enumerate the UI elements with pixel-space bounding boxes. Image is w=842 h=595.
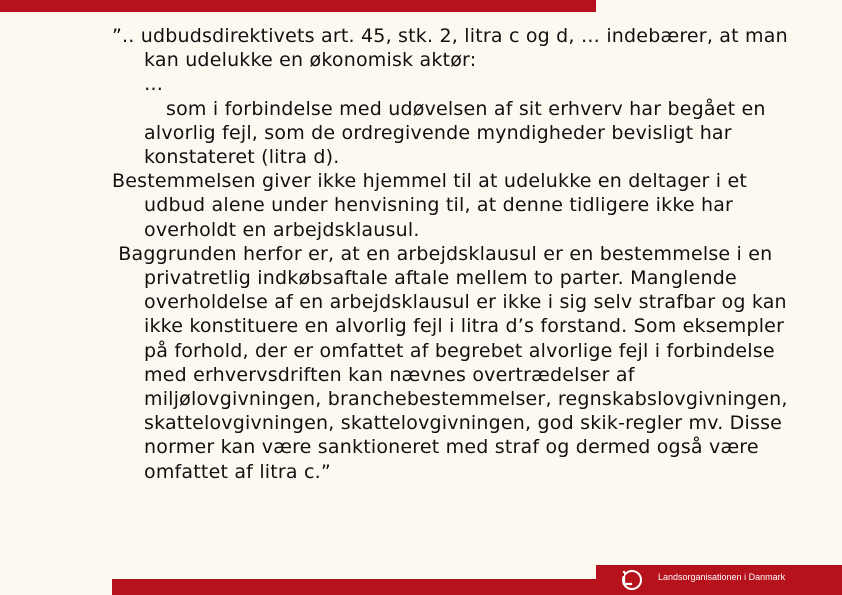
quote-text-block — [112, 24, 802, 484]
footer-brand-box — [596, 565, 842, 595]
lo-logo-icon — [618, 569, 646, 591]
bottom-accent-bar — [112, 579, 596, 595]
quote-litra-d: som i forbindelse med udøvelsen af sit erhverv har begået en alvorlig fejl, som de ordregivende myndigheder bevisligt har konstateret (litra d). — [144, 97, 766, 169]
top-accent-bar — [0, 0, 596, 12]
quote-paragraph-1: Bestemmelsen giver ikke hjemmel til at udelukke en deltager i et udbud alene under henvisning til, at denne tidligere ikke har overholdt en arbejdsklausul. — [112, 170, 748, 241]
quote-paragraph-2: Baggrunden herfor er, at en arbejdsklausul er en bestemmelse i en privatretlig indkøbsaftale aftale mellem to parter. Manglende overholdelse af en arbejdsklausul er ikke i sig selv strafbar og kan ikke konstituere en alvorlig fejl i litra d’s forstand. Som eksempler på forhold, der er omfattet af begrebet alvorlige fejl i forbindelse med erhvervsdriften kan nævnes overtrædelser af miljølovgivningen, branchebestemmelser, regnskabslovgivningen, skattelovgivningen, skattelovgivningen, god skik-regler mv. Disse normer kan være sanktioneret med straf og dermed også være omfattet af litra c.” — [112, 242, 794, 483]
quote-ellipsis: … — [144, 73, 164, 96]
footer-organization-name: Landsorganisationen i Danmark — [658, 572, 786, 582]
quote-intro: ”.. udbudsdirektivets art. 45, stk. 2, litra c og d, … indebærer, at man kan udelukke en økonomisk aktør: — [112, 25, 788, 72]
